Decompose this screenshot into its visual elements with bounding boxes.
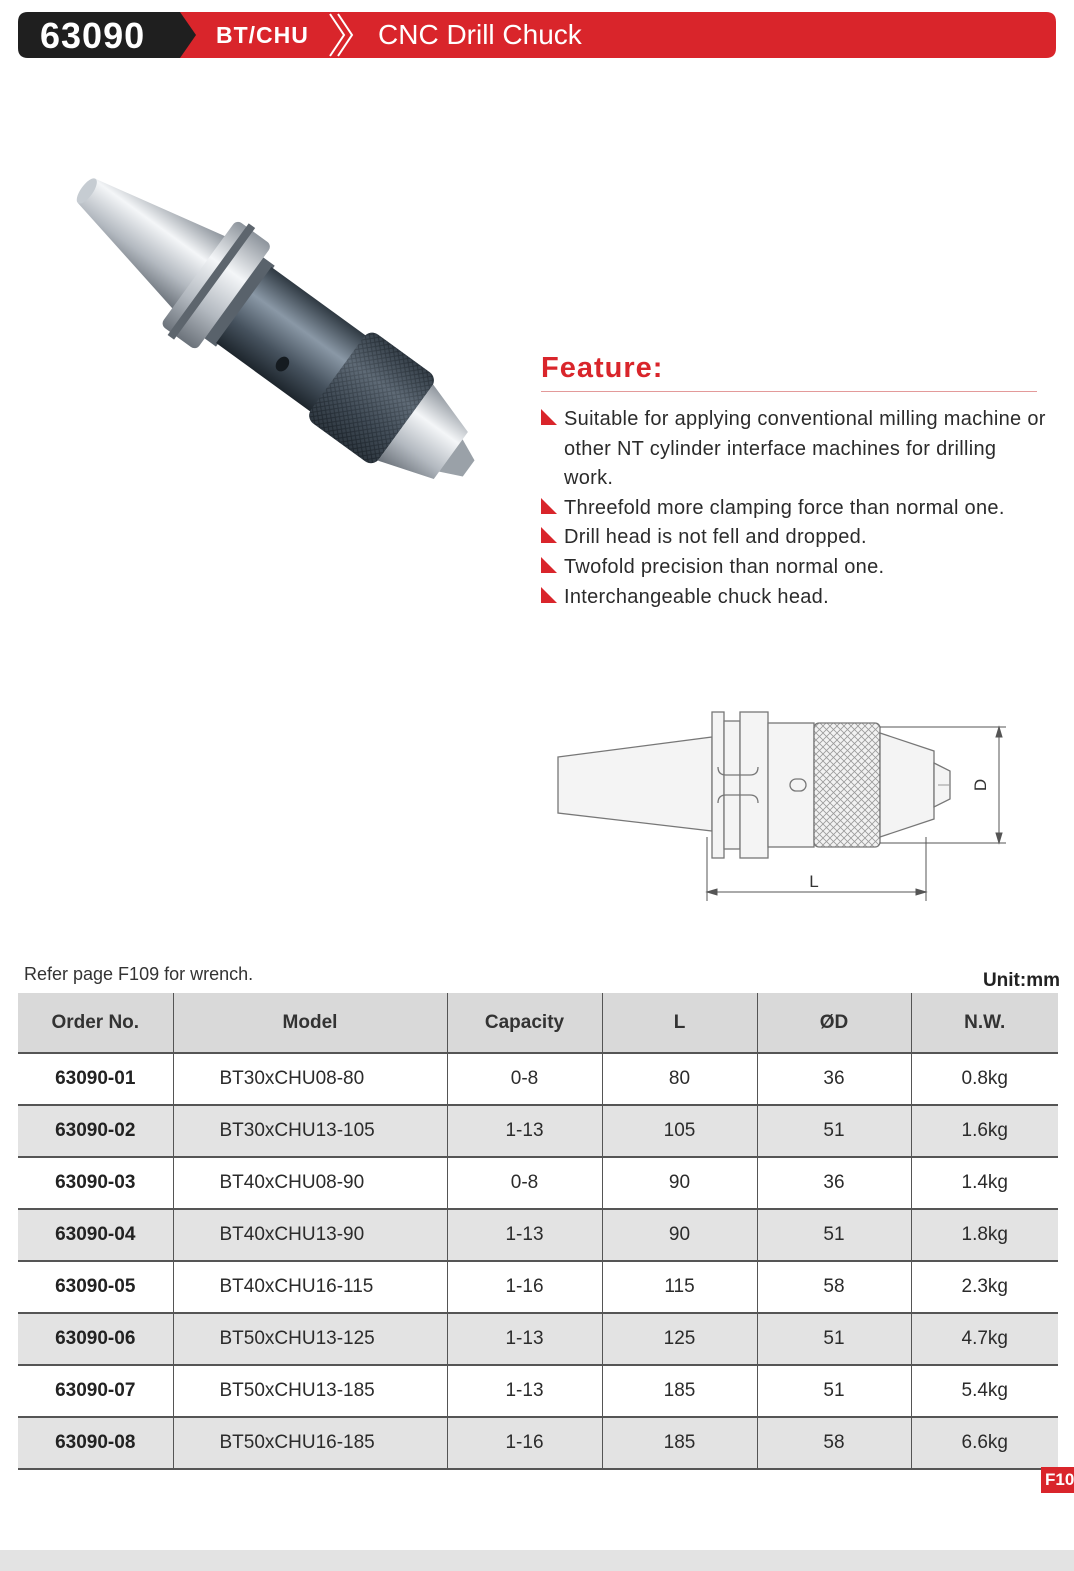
wrench-reference-note: Refer page F109 for wrench. — [24, 964, 254, 984]
cell-l: 185 — [602, 1417, 757, 1469]
feature-item — [541, 405, 1051, 494]
cell-model: BT30xCHU08-80 — [173, 1053, 447, 1105]
cell-od: 36 — [757, 1157, 911, 1209]
technical-drawing — [550, 705, 1010, 905]
red-triangle-bullet-icon — [541, 557, 557, 573]
title-bar — [18, 12, 1056, 58]
feature-list — [541, 405, 1051, 612]
cell-l: 115 — [602, 1261, 757, 1313]
cell-capacity: 1-16 — [447, 1417, 602, 1469]
cell-od: 36 — [757, 1053, 911, 1105]
cell-model: BT50xCHU13-185 — [173, 1365, 447, 1417]
feature-item — [541, 494, 1051, 524]
cell-order-no: 63090-08 — [18, 1417, 173, 1469]
cell-l: 185 — [602, 1365, 757, 1417]
table-row — [18, 1157, 1058, 1209]
cell-capacity: 1-13 — [447, 1365, 602, 1417]
cell-capacity: 1-16 — [447, 1261, 602, 1313]
cell-od: 58 — [757, 1417, 911, 1469]
table-row — [18, 1365, 1058, 1417]
cell-l: 90 — [602, 1209, 757, 1261]
cell-model: BT40xCHU08-90 — [173, 1157, 447, 1209]
table-header-row — [18, 993, 1058, 1053]
table-row — [18, 1261, 1058, 1313]
table-row — [18, 1105, 1058, 1157]
cell-capacity: 1-13 — [447, 1209, 602, 1261]
table-row — [18, 1209, 1058, 1261]
cell-capacity: 0-8 — [447, 1157, 602, 1209]
cell-order-no: 63090-07 — [18, 1365, 173, 1417]
red-triangle-bullet-icon — [541, 409, 557, 425]
cell-model: BT40xCHU16-115 — [173, 1261, 447, 1313]
dimension-l-label: L — [809, 872, 819, 891]
cell-capacity: 1-13 — [447, 1105, 602, 1157]
feature-heading: Feature: — [541, 352, 664, 384]
col-order-no: Order No. — [18, 993, 173, 1053]
cell-model: BT30xCHU13-105 — [173, 1105, 447, 1157]
cell-model: BT50xCHU13-125 — [173, 1313, 447, 1365]
cell-model: BT40xCHU13-90 — [173, 1209, 447, 1261]
product-series: BT/CHU — [216, 22, 309, 48]
cell-od: 51 — [757, 1209, 911, 1261]
cell-l: 90 — [602, 1157, 757, 1209]
cell-model: BT50xCHU16-185 — [173, 1417, 447, 1469]
col-l: L — [602, 993, 757, 1053]
cell-nw: 0.8kg — [911, 1053, 1058, 1105]
red-triangle-bullet-icon — [541, 587, 557, 603]
cell-od: 51 — [757, 1105, 911, 1157]
unit-label: Unit:mm — [982, 970, 1060, 991]
cell-order-no: 63090-04 — [18, 1209, 173, 1261]
cell-order-no: 63090-03 — [18, 1157, 173, 1209]
cell-l: 125 — [602, 1313, 757, 1365]
feature-text: Threefold more clamping force than normal one. — [564, 496, 1005, 519]
red-triangle-bullet-icon — [541, 527, 557, 543]
cell-od: 58 — [757, 1261, 911, 1313]
cell-l: 80 — [602, 1053, 757, 1105]
cell-order-no: 63090-06 — [18, 1313, 173, 1365]
table-row — [18, 1313, 1058, 1365]
col-capacity: Capacity — [447, 993, 602, 1053]
col-model: Model — [173, 993, 447, 1053]
col-od: ØD — [757, 993, 911, 1053]
page-number-badge: F10 — [1041, 1467, 1074, 1493]
cell-capacity: 0-8 — [447, 1053, 602, 1105]
table-row — [18, 1053, 1058, 1105]
feature-item — [541, 553, 1051, 583]
cell-order-no: 63090-01 — [18, 1053, 173, 1105]
cell-od: 51 — [757, 1313, 911, 1365]
feature-divider — [541, 391, 1037, 392]
table-row — [18, 1417, 1058, 1469]
feature-item — [541, 583, 1051, 613]
cell-order-no: 63090-02 — [18, 1105, 173, 1157]
cell-nw: 6.6kg — [911, 1417, 1058, 1469]
bottom-band — [0, 1550, 1074, 1571]
feature-text: Interchangeable chuck head. — [564, 585, 829, 608]
cell-od: 51 — [757, 1365, 911, 1417]
cell-capacity: 1-13 — [447, 1313, 602, 1365]
spec-table — [18, 993, 1058, 1470]
cell-nw: 1.4kg — [911, 1157, 1058, 1209]
feature-item — [541, 523, 1051, 553]
product-code: 63090 — [40, 15, 146, 56]
cell-nw: 1.6kg — [911, 1105, 1058, 1157]
dimension-d-label: D — [971, 778, 990, 792]
col-nw: N.W. — [911, 993, 1058, 1053]
cell-nw: 1.8kg — [911, 1209, 1058, 1261]
feature-text: Twofold precision than normal one. — [564, 555, 885, 578]
cell-nw: 2.3kg — [911, 1261, 1058, 1313]
cell-l: 105 — [602, 1105, 757, 1157]
drill-chuck-photo — [50, 120, 520, 540]
cell-nw: 4.7kg — [911, 1313, 1058, 1365]
product-title: CNC Drill Chuck — [378, 19, 582, 50]
red-triangle-bullet-icon — [541, 498, 557, 514]
cell-order-no: 63090-05 — [18, 1261, 173, 1313]
feature-text: Drill head is not fell and dropped. — [564, 526, 867, 549]
cell-nw: 5.4kg — [911, 1365, 1058, 1417]
feature-text: Suitable for applying conventional milling machine or other NT cylinder interface machines for drilling work. — [564, 408, 1046, 490]
